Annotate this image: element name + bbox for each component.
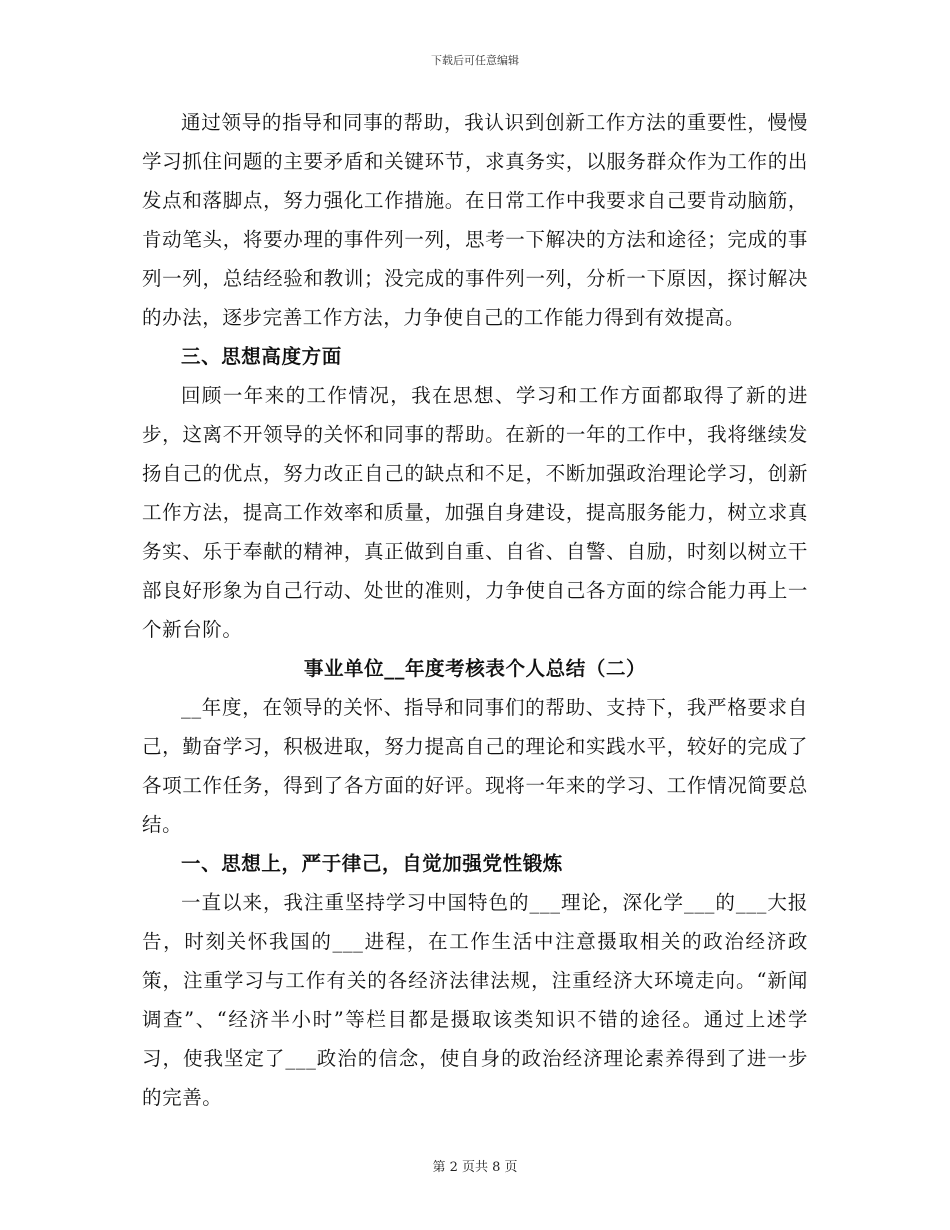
section-heading-thought-discipline: 一、思想上，严于律己，自觉加强党性锻炼 [181, 852, 563, 875]
paragraph-annual-intro: __年度，在领导的关怀、指导和同事们的帮助、支持下，我严格要求自己，勤奋学习，积极进取，努力提高自己的理论和实践水平，较好的完成了各项工作任务，得到了各方面的好评。现将一年来的学习、工作情况简要总结。 [142, 696, 808, 836]
document-body [142, 103, 808, 1117]
page-footer: 第 2 页共 8 页 [432, 1160, 518, 1175]
section-heading-thought-level: 三、思想高度方面 [181, 345, 342, 368]
paragraph-review: 回顾一年来的工作情况，我在思想、学习和工作方面都取得了新的进步，这离不开领导的关怀和同事的帮助。在新的一年的工作中，我将继续发扬自己的优点，努力改正自己的缺点和不足，不断加强政治理论学习，创新工作方法，提高工作效率和质量，加强自身建设，提高服务能力，树立求真务实、乐于奉献的精神，真正做到自重、自省、自警、自励，时刻以树立干部良好形象为自己行动、处世的准则，力争使自己各方面的综合能力再上一个新台阶。 [142, 384, 808, 641]
paragraph-study: 一直以来，我注重坚持学习中国特色的___理论，深化学___的___大报告，时刻关怀我国的___进程，在工作生活中注意摄取相关的政治经济政策，注重学习与工作有关的各经济法律法规，注重经济大环境走向。“新闻调查”、“经济半小时”等栏目都是摄取该类知识不错的途径。通过上述学习，使我坚定了___政治的信念，使自身的政治经济理论素养得到了进一步的完善。 [142, 891, 808, 1109]
paragraph-work-method: 通过领导的指导和同事的帮助，我认识到创新工作方法的重要性，慢慢学习抓住问题的主要矛盾和关键环节，求真务实，以服务群众作为工作的出发点和落脚点，努力强化工作措施。在日常工作中我要求自己要肯动脑筋，肯动笔头，将要办理的事件列一列，思考一下解决的方法和途径；完成的事列一列，总结经验和教训；没完成的事件列一列，分析一下原因，探讨解决的办法，逐步完善工作方法，力争使自己的工作能力得到有效提高。 [142, 111, 808, 329]
document-title-part-two: 事业单位__年度考核表个人总结（二） [303, 657, 647, 680]
page-header: 下载后可任意编辑 [431, 54, 519, 67]
